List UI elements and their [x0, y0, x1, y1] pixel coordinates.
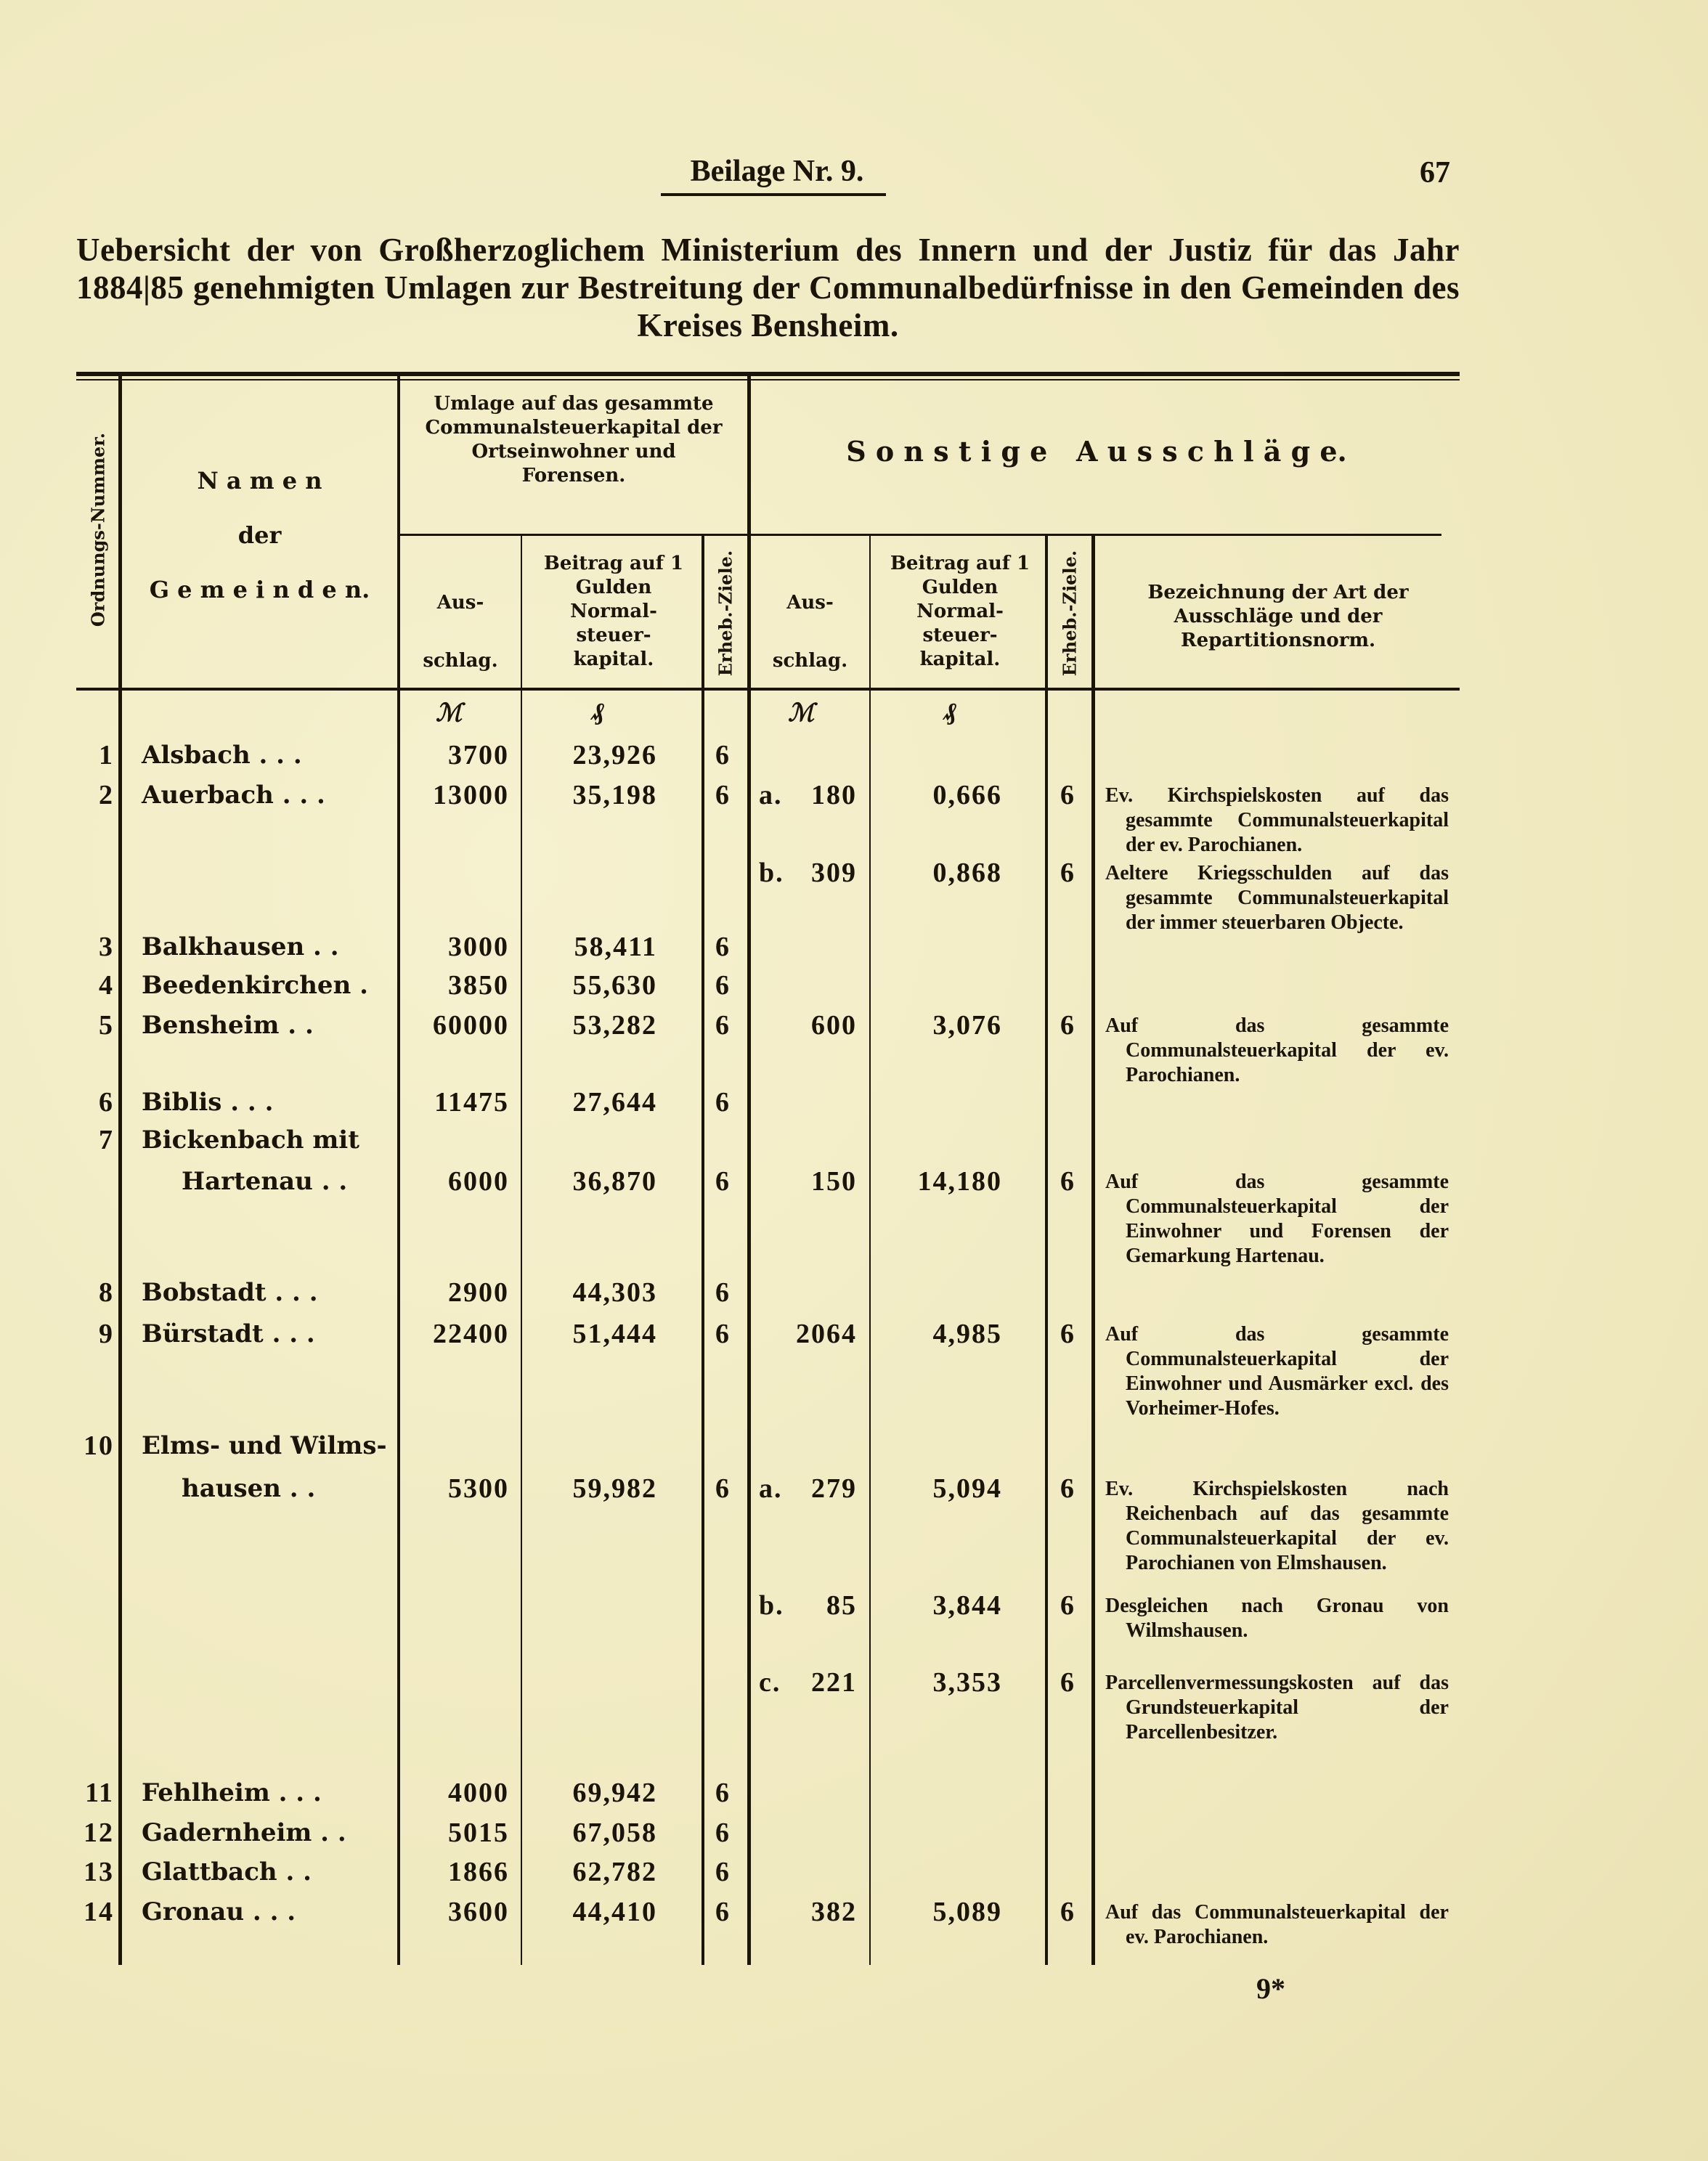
- umlage-ziele: 6: [715, 1277, 731, 1308]
- sonstige-ausschlag: 309: [811, 858, 857, 888]
- header-namen-line: der: [237, 521, 282, 549]
- sonstige-description: Auf das Communalsteuerkapital der ev. Parochianen.: [1105, 1901, 1449, 1948]
- sonstige-description: Ev. Kirchspielskosten auf das gesammte Communalsteuerkapital der ev. Parochianen.: [1105, 784, 1449, 856]
- sonstige-label: c.: [759, 1667, 781, 1698]
- umlage-ausschlag: 3600: [448, 1897, 509, 1927]
- row-number: 9: [99, 1319, 114, 1349]
- sonstige-description: Auf das gesammte Communalsteuerkapital der Einwohner und Ausmärker excl. des Vorheimer-Hofes.: [1105, 1323, 1449, 1420]
- header-erheb-ziele-2: Erheb.-Ziele.: [1059, 550, 1081, 677]
- municipality-name-continued: hausen . .: [182, 1474, 316, 1503]
- column-divider: [1045, 535, 1048, 1965]
- sonstige-beitrag: 4,985: [932, 1319, 1002, 1349]
- column-divider: [702, 535, 704, 1965]
- sonstige-description: Aeltere Kriegsschulden auf das gesammte Communalsteuerkapital der immer steuerbaren Objecte.: [1105, 862, 1449, 934]
- umlage-ziele: 6: [715, 1473, 731, 1504]
- umlage-ausschlag: 2900: [448, 1277, 509, 1308]
- umlage-ausschlag: 60000: [433, 1010, 509, 1041]
- umlage-beitrag: 36,870: [572, 1166, 657, 1197]
- umlage-ziele: 6: [715, 780, 731, 810]
- umlage-ausschlag: 3850: [448, 970, 509, 1001]
- umlage-ziele: 6: [715, 1897, 731, 1927]
- sonstige-ausschlag: 2064: [796, 1319, 857, 1349]
- sonstige-beitrag: 3,076: [932, 1010, 1002, 1041]
- municipality-name: Alsbach . . .: [142, 741, 302, 770]
- umlage-beitrag: 69,942: [572, 1778, 657, 1808]
- sonstige-ziele: 6: [1060, 1897, 1075, 1927]
- umlage-beitrag: 27,644: [572, 1087, 657, 1118]
- sonstige-description: Ev. Kirchspielskosten nach Reichenbach auf das gesammte Communalsteuerkapital der ev. Parochianen von Elmshausen.: [1105, 1478, 1449, 1574]
- sonstige-description: Auf das gesammte Communalsteuerkapital der ev. Parochianen.: [1105, 1014, 1449, 1086]
- umlage-ziele: 6: [715, 1818, 731, 1848]
- sonstige-ausschlag: 180: [811, 780, 857, 810]
- header-umlage: Umlage auf das gesammte Communalsteuerkapital der Ortseinwohner und Forensen.: [425, 393, 723, 487]
- umlage-ausschlag: 6000: [448, 1166, 509, 1197]
- umlage-beitrag: 67,058: [572, 1818, 657, 1848]
- municipality-name: Beedenkirchen .: [142, 971, 368, 1000]
- sonstige-label: b.: [759, 1590, 784, 1621]
- umlage-beitrag: 44,410: [572, 1897, 657, 1927]
- municipality-name: Elms- und Wilms-: [142, 1431, 387, 1460]
- row-number: 10: [84, 1431, 114, 1461]
- column-divider: [118, 376, 122, 1965]
- municipality-name: Gadernheim . .: [142, 1818, 346, 1847]
- umlage-beitrag: 58,411: [574, 932, 657, 962]
- header-bezeichnung: Bezeichnung der Art der Ausschläge und der Repartitionsnorm.: [1147, 582, 1409, 651]
- row-number: 13: [84, 1857, 114, 1887]
- municipality-name: Fehlheim . . .: [142, 1778, 322, 1807]
- row-number: 12: [84, 1818, 114, 1848]
- sonstige-ziele: 6: [1060, 780, 1075, 810]
- umlage-ausschlag: 3700: [448, 740, 509, 770]
- sonstige-beitrag: 3,844: [932, 1590, 1002, 1621]
- umlage-ausschlag: 22400: [433, 1319, 509, 1349]
- header-ausschlag-line: Aus-: [436, 592, 484, 614]
- signature-mark: 9*: [1256, 1972, 1285, 2005]
- umlage-ausschlag: 3000: [448, 932, 509, 962]
- umlage-ziele: 6: [715, 1319, 731, 1349]
- sonstige-beitrag: 0,868: [932, 858, 1002, 888]
- header-erheb-ziele: Erheb.-Ziele.: [715, 550, 736, 677]
- sonstige-beitrag: 14,180: [917, 1166, 1002, 1197]
- header-ausschlag-line: schlag.: [423, 650, 498, 672]
- umlage-ziele: 6: [715, 1166, 731, 1197]
- municipality-name: Bürstadt . . .: [142, 1319, 315, 1348]
- umlage-beitrag: 53,282: [572, 1010, 657, 1041]
- umlage-ausschlag: 5300: [448, 1473, 509, 1504]
- header-namen-line: G e m e i n d e n.: [149, 576, 370, 603]
- header-beitrag-2: Beitrag auf 1 Gulden Normal-steuer-kapital.: [890, 553, 1030, 670]
- umlage-beitrag: 55,630: [572, 970, 657, 1001]
- row-number: 3: [99, 932, 114, 962]
- umlage-ausschlag: 1866: [448, 1857, 509, 1887]
- municipality-name: Gronau . . .: [142, 1897, 296, 1926]
- municipality-name: Bobstadt . . .: [142, 1278, 318, 1307]
- municipality-name: Auerbach . . .: [142, 781, 325, 810]
- sonstige-label: a.: [759, 1473, 783, 1504]
- header-namen-line: N a m e n: [197, 467, 322, 495]
- sonstige-ausschlag: 279: [811, 1473, 857, 1504]
- umlage-ausschlag: 11475: [434, 1087, 509, 1118]
- umlage-ziele: 6: [715, 970, 731, 1001]
- umlage-ausschlag: 13000: [433, 780, 509, 810]
- table-top-rule: [76, 372, 1460, 376]
- umlage-ausschlag: 4000: [448, 1778, 509, 1808]
- row-number: 2: [99, 780, 114, 810]
- sonstige-ausschlag: 600: [811, 1010, 857, 1041]
- table-top-rule-thin: [76, 379, 1460, 380]
- header-beitrag: Beitrag auf 1 Gulden Normal-steuer-kapital.: [543, 553, 684, 670]
- municipality-name: Balkhausen . .: [142, 932, 339, 961]
- sonstige-ziele: 6: [1060, 1590, 1075, 1621]
- umlage-beitrag: 23,926: [572, 740, 657, 770]
- umlage-beitrag: 51,444: [572, 1319, 657, 1349]
- sonstige-ausschlag: 150: [811, 1166, 857, 1197]
- header-ausschlag: [400, 574, 521, 690]
- umlage-ziele: 6: [715, 1087, 731, 1118]
- sonstige-ziele: 6: [1060, 1319, 1075, 1349]
- sonstige-label: a.: [759, 780, 783, 810]
- sonstige-description: Auf das gesammte Communalsteuerkapital der Einwohner und Forensen der Gemarkung Hartenau.: [1105, 1171, 1449, 1267]
- column-divider: [521, 535, 522, 1965]
- umlage-beitrag: 35,198: [572, 780, 657, 810]
- row-number: 7: [99, 1125, 114, 1155]
- header-sonstige: S o n s t i g e A u s s c h l ä g e.: [846, 435, 1347, 468]
- sonstige-description: Parcellenvermessungskosten auf das Grundsteuerkapital der Parcellenbesitzer.: [1105, 1672, 1449, 1743]
- sonstige-ausschlag: 382: [811, 1897, 857, 1927]
- row-number: 11: [85, 1778, 114, 1808]
- umlage-ziele: 6: [715, 1010, 731, 1041]
- unit-pfennig: ₰: [592, 699, 604, 725]
- umlage-beitrag: 59,982: [572, 1473, 657, 1504]
- row-number: 8: [99, 1277, 114, 1308]
- sonstige-beitrag: 5,094: [932, 1473, 1002, 1504]
- umlage-ziele: 6: [715, 1857, 731, 1887]
- municipality-name: Bickenbach mit: [142, 1126, 359, 1155]
- municipality-name: Bensheim . .: [142, 1011, 314, 1040]
- municipality-name: Biblis . . .: [142, 1088, 274, 1117]
- row-number: 1: [99, 740, 114, 770]
- municipality-name-continued: Hartenau . .: [182, 1167, 348, 1196]
- header-ordnungs-nummer: Ordnungs-Nummer.: [87, 432, 109, 627]
- umlage-ausschlag: 5015: [448, 1818, 509, 1848]
- sonstige-ausschlag: 85: [826, 1590, 857, 1621]
- umlage-ziele: 6: [715, 932, 731, 962]
- heading-underline: [661, 193, 886, 196]
- umlage-ziele: 6: [715, 740, 731, 770]
- sonstige-ausschlag: 221: [811, 1667, 857, 1698]
- row-number: 14: [84, 1897, 114, 1927]
- header-ausschlag-line: schlag.: [772, 650, 848, 672]
- sonstige-beitrag: 3,353: [932, 1667, 1002, 1698]
- header-ausschlag-line: Aus-: [786, 592, 834, 614]
- row-number: 6: [99, 1087, 114, 1118]
- header-namen: [123, 454, 396, 617]
- sonstige-ziele: 6: [1060, 1667, 1075, 1698]
- sonstige-ziele: 6: [1060, 1473, 1075, 1504]
- subheader-rule: [399, 534, 1441, 536]
- sonstige-beitrag: 5,089: [932, 1897, 1002, 1927]
- document-title: Uebersicht der von Großherzoglichem Ministerium des Innern und der Justiz für das Jahr 1884|85 genehmigten Umlagen zur Bestreitung der Communalbedürfnisse in den Gemeinden des Kreises Bensheim.: [76, 232, 1460, 343]
- row-number: 4: [99, 970, 114, 1001]
- municipality-name: Glattbach . .: [142, 1857, 312, 1887]
- unit-mark-2: ℳ: [788, 700, 815, 727]
- sonstige-description: Desgleichen nach Gronau von Wilmshausen.: [1105, 1595, 1449, 1642]
- unit-mark: ℳ: [436, 700, 463, 727]
- header-ausschlag-2: [751, 574, 869, 690]
- row-number: 5: [99, 1010, 114, 1041]
- column-divider: [1091, 535, 1095, 1965]
- unit-pfennig-2: ₰: [944, 699, 956, 725]
- umlage-beitrag: 44,303: [572, 1277, 657, 1308]
- page-number: 67: [1420, 156, 1450, 190]
- sonstige-ziele: 6: [1060, 1166, 1075, 1197]
- umlage-ziele: 6: [715, 1778, 731, 1808]
- sonstige-beitrag: 0,666: [932, 780, 1002, 810]
- sonstige-ziele: 6: [1060, 1010, 1075, 1041]
- sonstige-ziele: 6: [1060, 858, 1075, 888]
- sonstige-label: b.: [759, 858, 784, 888]
- umlage-beitrag: 62,782: [572, 1857, 657, 1887]
- supplement-heading: Beilage Nr. 9.: [690, 155, 864, 188]
- column-divider: [869, 535, 871, 1965]
